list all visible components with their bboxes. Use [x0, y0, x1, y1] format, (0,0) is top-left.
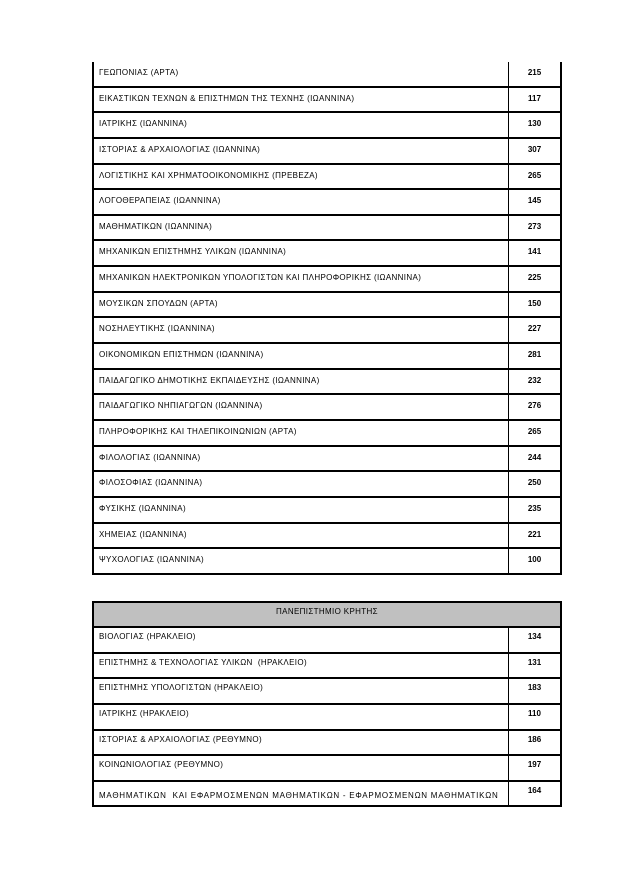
table-row — [94, 62, 560, 88]
department-value: 145 — [508, 190, 560, 214]
department-value: 273 — [508, 216, 560, 240]
department-value: 130 — [508, 113, 560, 137]
table-row — [94, 139, 560, 165]
department-name: ΕΠΙΣΤΗΜΗΣ & ΤΕΧΝΟΛΟΓΙΑΣ ΥΛΙΚΩΝ (ΗΡΑΚΛΕΙΟ) — [99, 657, 307, 667]
table-row — [94, 756, 560, 782]
table-row — [94, 241, 560, 267]
table-row — [94, 216, 560, 242]
department-value: 307 — [508, 139, 560, 163]
table-row — [94, 679, 560, 705]
table-row — [94, 782, 560, 808]
table-row — [94, 731, 560, 757]
department-value: 235 — [508, 498, 560, 522]
table-row — [94, 370, 560, 396]
table-row — [94, 344, 560, 370]
department-name: ΙΑΤΡΙΚΗΣ (ΗΡΑΚΛΕΙΟ) — [99, 708, 189, 718]
table-row — [94, 113, 560, 139]
department-value: 141 — [508, 241, 560, 265]
department-name: ΙΑΤΡΙΚΗΣ (ΙΩΑΝΝΙΝΑ) — [99, 119, 188, 129]
department-name: ΜΟΥΣΙΚΩΝ ΣΠΟΥΔΩΝ (ΑΡΤΑ) — [99, 298, 218, 308]
table-row — [94, 524, 560, 550]
department-value: 164 — [508, 782, 560, 806]
department-name: ΜΗΧΑΝΙΚΩΝ ΕΠΙΣΤΗΜΗΣ ΥΛΙΚΩΝ (ΙΩΑΝΝΙΝΑ) — [99, 247, 287, 257]
department-name: ΜΗΧΑΝΙΚΩΝ ΗΛΕΚΤΡΟΝΙΚΩΝ ΥΠΟΛΟΓΙΣΤΩΝ ΚΑΙ ΠΛΗΡΟΦΟΡΙΚΗΣ (ΙΩΑΝΝΙΝΑ) — [99, 273, 422, 283]
department-value: 134 — [508, 628, 560, 652]
department-name: ΙΣΤΟΡΙΑΣ & ΑΡΧΑΙΟΛΟΓΙΑΣ (ΡΕΘΥΜΝΟ) — [99, 734, 263, 744]
department-name: ΜΑΘΗΜΑΤΙΚΩΝ (ΙΩΑΝΝΙΝΑ) — [99, 221, 213, 231]
table-row — [94, 318, 560, 344]
table-row — [94, 472, 560, 498]
department-name: ΕΙΚΑΣΤΙΚΩΝ ΤΕΧΝΩΝ & ΕΠΙΣΤΗΜΩΝ ΤΗΣ ΤΕΧΝΗΣ (ΙΩΑΝΝΙΝΑ) — [99, 93, 355, 103]
department-name: ΧΗΜΕΙΑΣ (ΙΩΑΝΝΙΝΑ) — [99, 529, 187, 539]
department-name: ΕΠΙΣΤΗΜΗΣ ΥΠΟΛΟΓΙΣΤΩΝ (ΗΡΑΚΛΕΙΟ) — [99, 683, 264, 693]
table-row — [94, 293, 560, 319]
department-value: 225 — [508, 267, 560, 291]
table-row — [94, 549, 560, 575]
department-name: ΛΟΓΙΣΤΙΚΗΣ ΚΑΙ ΧΡΗΜΑΤΟΟΙΚΟΝΟΜΙΚΗΣ (ΠΡΕΒΕΖΑ) — [99, 170, 318, 180]
department-value: 244 — [508, 447, 560, 471]
department-name: ΙΣΤΟΡΙΑΣ & ΑΡΧΑΙΟΛΟΓΙΑΣ (ΙΩΑΝΝΙΝΑ) — [99, 144, 261, 154]
table-row — [94, 654, 560, 680]
department-value: 100 — [508, 549, 560, 573]
table-row — [94, 628, 560, 654]
department-name: ΦΙΛΟΣΟΦΙΑΣ (ΙΩΑΝΝΙΝΑ) — [99, 478, 203, 488]
department-name: ΠΛΗΡΟΦΟΡΙΚΗΣ ΚΑΙ ΤΗΛΕΠΙΚΟΙΝΩΝΙΩΝ (ΑΡΤΑ) — [99, 426, 297, 436]
department-value: 265 — [508, 165, 560, 189]
department-value: 186 — [508, 731, 560, 755]
table-row — [94, 421, 560, 447]
department-name: ΠΑΙΔΑΓΩΓΙΚΟ ΝΗΠΙΑΓΩΓΩΝ (ΙΩΑΝΝΙΝΑ) — [99, 401, 263, 411]
department-value: 281 — [508, 344, 560, 368]
department-value: 117 — [508, 88, 560, 112]
department-name: ΜΑΘΗΜΑΤΙΚΩΝ ΚΑΙ ΕΦΑΡΜΟΣΜΕΝΩΝ ΜΑΘΗΜΑΤΙΚΩΝ - ΕΦΑΡΜΟΣΜΕΝΩΝ ΜΑΘΗΜΑΤΙΚΩΝ — [99, 790, 499, 800]
university-header: ΠΑΝΕΠΙΣΤΗΜΙΟ ΚΡΗΤΗΣ — [94, 603, 560, 628]
table-row — [94, 447, 560, 473]
department-name: ΦΥΣΙΚΗΣ (ΙΩΑΝΝΙΝΑ) — [99, 503, 186, 513]
department-value: 250 — [508, 472, 560, 496]
university-table-crete — [92, 601, 562, 807]
department-name: ΦΙΛΟΛΟΓΙΑΣ (ΙΩΑΝΝΙΝΑ) — [99, 452, 201, 462]
department-name: ΛΟΓΟΘΕΡΑΠΕΙΑΣ (ΙΩΑΝΝΙΝΑ) — [99, 196, 221, 206]
department-value: 131 — [508, 654, 560, 678]
department-value: 276 — [508, 395, 560, 419]
department-value: 150 — [508, 293, 560, 317]
table-row — [94, 190, 560, 216]
department-name: ΠΑΙΔΑΓΩΓΙΚΟ ΔΗΜΟΤΙΚΗΣ ΕΚΠΑΙΔΕΥΣΗΣ (ΙΩΑΝΝΙΝΑ) — [99, 375, 320, 385]
department-name: ΒΙΟΛΟΓΙΑΣ (ΗΡΑΚΛΕΙΟ) — [99, 632, 196, 641]
department-value: 197 — [508, 756, 560, 780]
department-name: ΝΟΣΗΛΕΥΤΙΚΗΣ (ΙΩΑΝΝΙΝΑ) — [99, 324, 215, 334]
department-value: 215 — [508, 62, 560, 86]
table-row — [94, 267, 560, 293]
department-value: 183 — [508, 679, 560, 703]
table-row — [94, 705, 560, 731]
department-value: 110 — [508, 705, 560, 729]
department-name: ΚΟΙΝΩΝΙΟΛΟΓΙΑΣ (ΡΕΘΥΜΝΟ) — [99, 760, 224, 770]
department-name: ΟΙΚΟΝΟΜΙΚΩΝ ΕΠΙΣΤΗΜΩΝ (ΙΩΑΝΝΙΝΑ) — [99, 350, 264, 360]
department-name: ΨΥΧΟΛΟΓΙΑΣ (ΙΩΑΝΝΙΝΑ) — [99, 555, 205, 565]
table-row — [94, 88, 560, 114]
department-value: 221 — [508, 524, 560, 548]
table-row — [94, 395, 560, 421]
table-row — [94, 165, 560, 191]
department-value: 232 — [508, 370, 560, 394]
departments-table-continued — [92, 62, 562, 575]
department-value: 265 — [508, 421, 560, 445]
table-row — [94, 498, 560, 524]
department-value: 227 — [508, 318, 560, 342]
department-name: ΓΕΩΠΟΝΙΑΣ (ΑΡΤΑ) — [99, 68, 179, 77]
